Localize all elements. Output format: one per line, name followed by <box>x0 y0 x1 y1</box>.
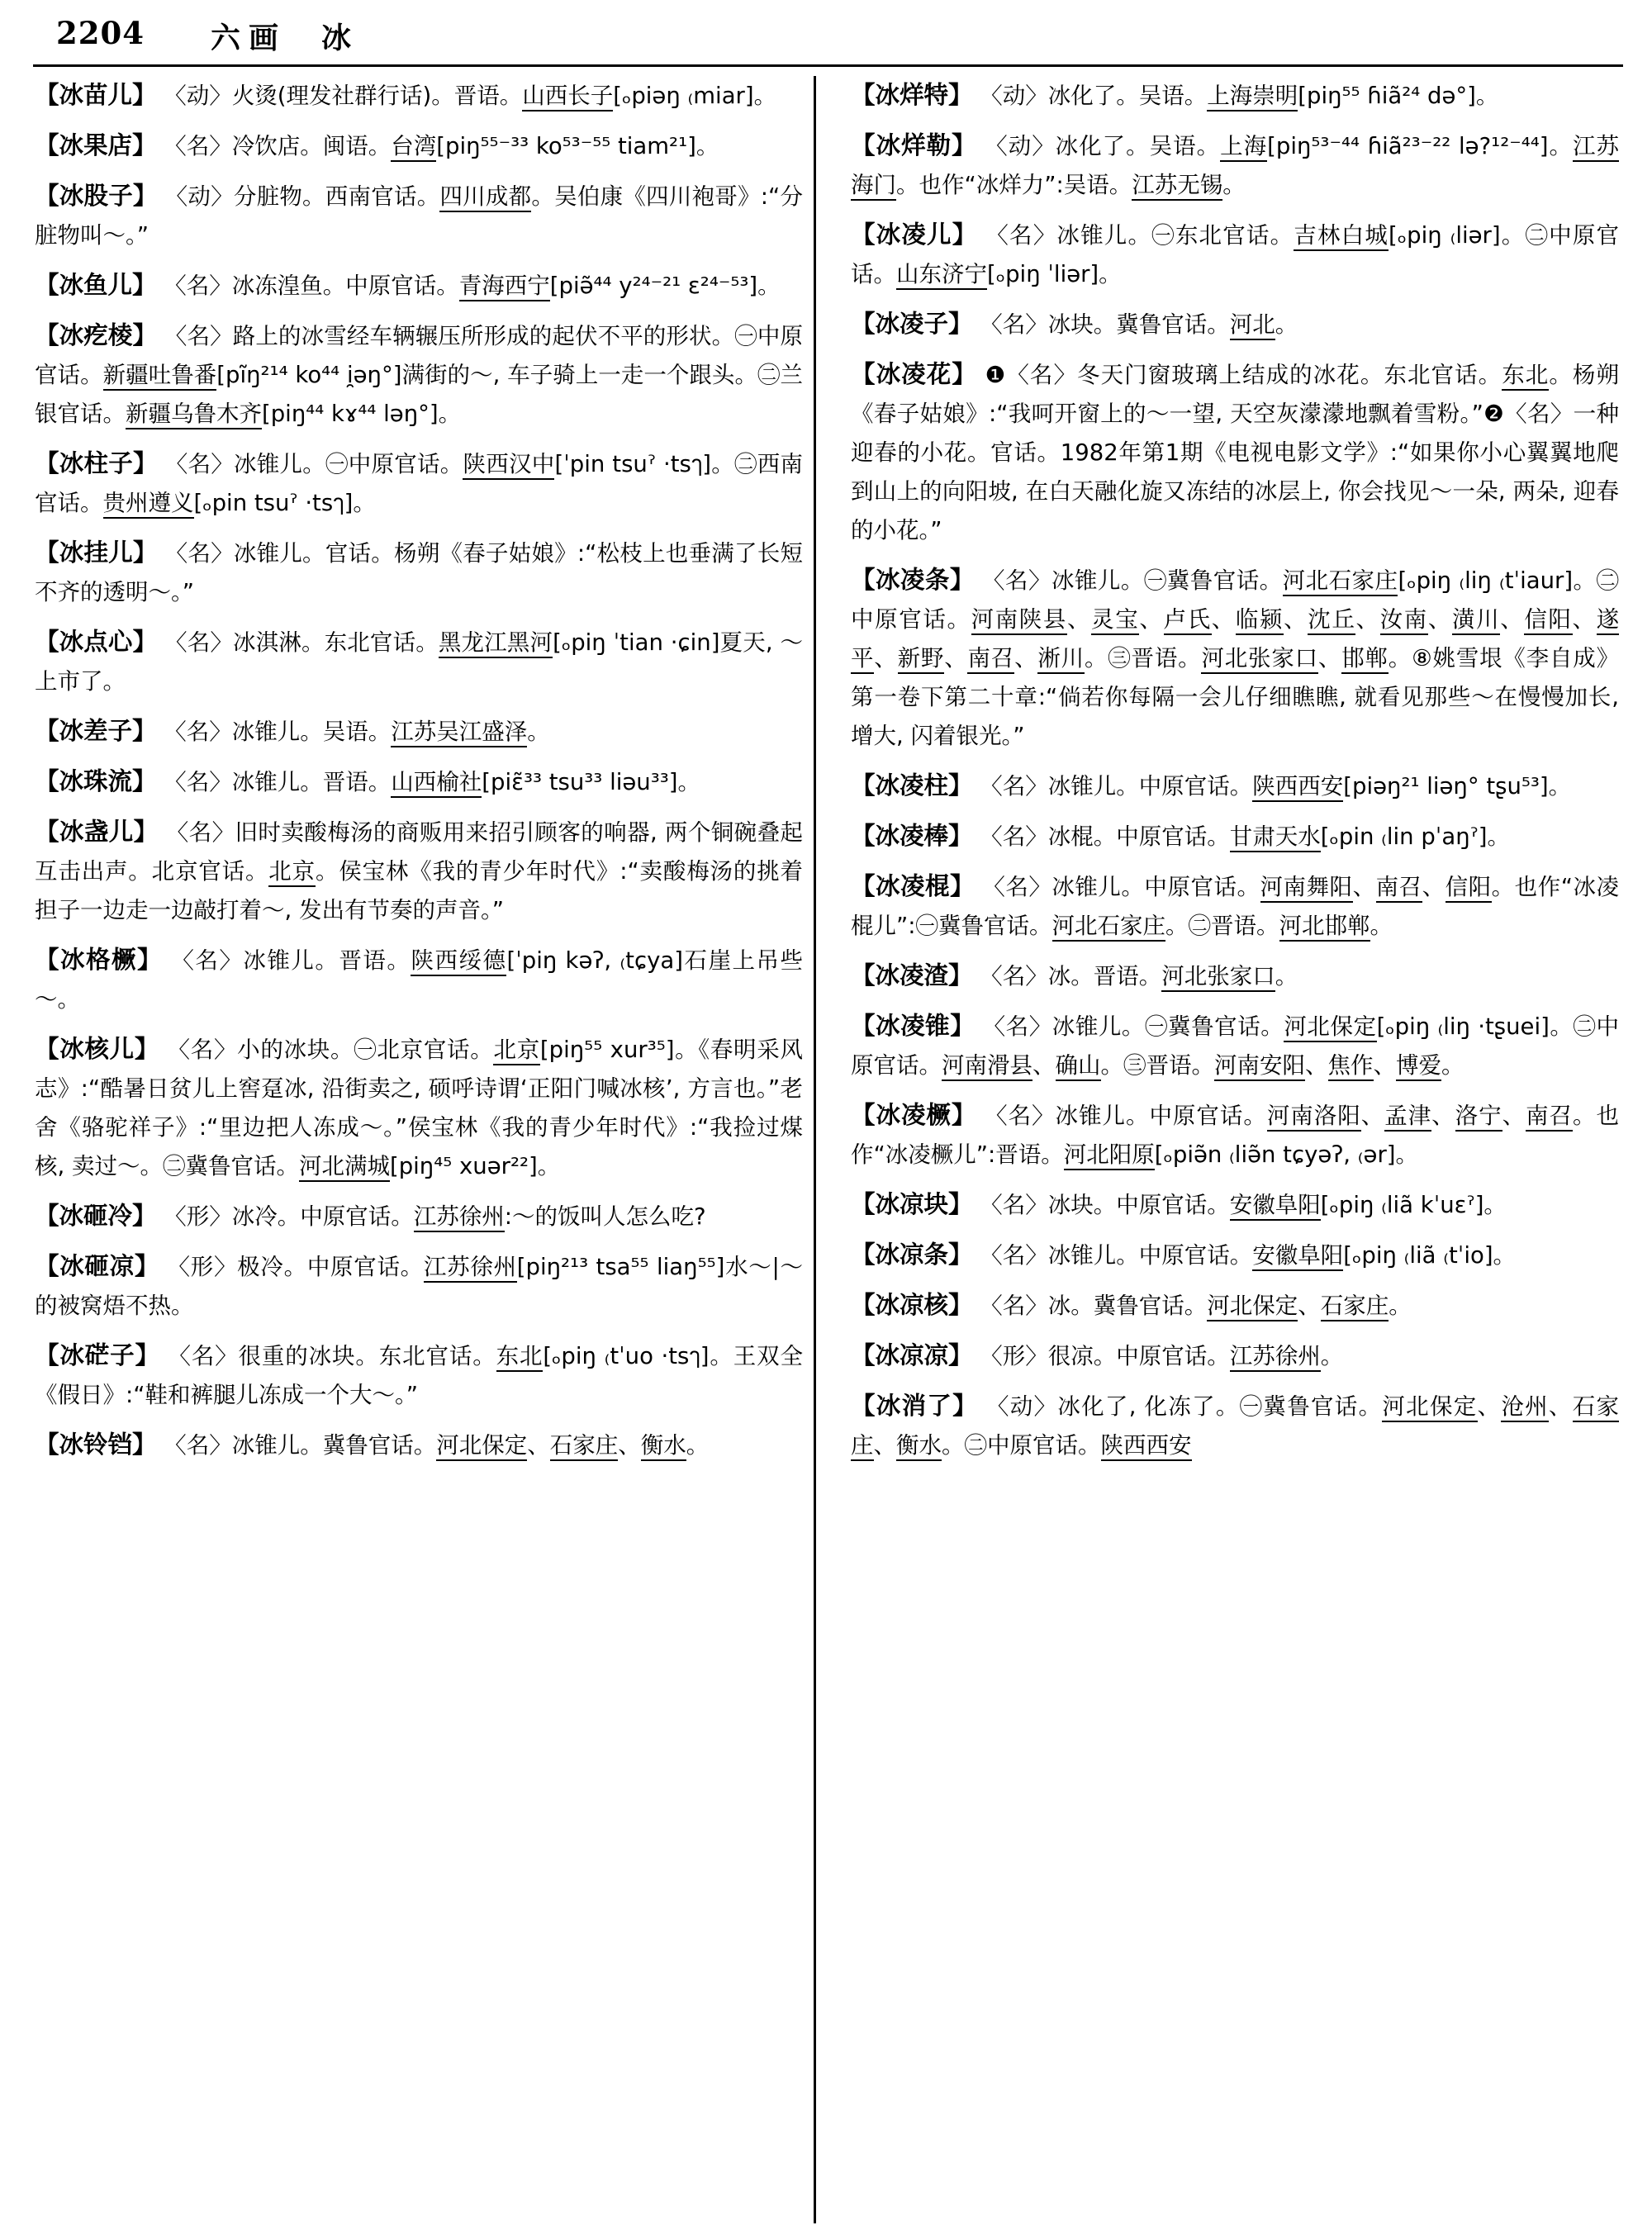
dictionary-entry <box>35 1197 803 1236</box>
entry-headword: 【冰凉核】 <box>851 1291 973 1319</box>
entry-definition: 〈动〉冰化了, 化冻了。㊀冀鲁官话。河北保定、沧州、石家庄、衡水。㊁中原官话。陕西西安 <box>851 1393 1619 1461</box>
entry-headword: 【冰凌橛】 <box>851 1101 977 1129</box>
entry-definition: 〈名〉冰锥儿。官话。杨朔《春子姑娘》:“松枝上也垂满了长短不齐的透明～。” <box>35 540 803 605</box>
entry-headword: 【冰挂儿】 <box>35 539 158 567</box>
dictionary-entry <box>35 534 803 612</box>
entry-definition: 〈名〉冰块。冀鲁官话。河北。 <box>973 311 1298 340</box>
dictionary-entry <box>851 1387 1619 1465</box>
entry-definition: 〈名〉冰锥儿。中原官话。河南洛阳、孟津、洛宁、南召。也作“冰凌橛儿”:晋语。河北阳原[ₒpiə̃n ₍liə̃n tɕyəʔ, ₍ər]。 <box>851 1103 1619 1170</box>
dictionary-entry <box>851 1096 1619 1174</box>
entry-definition: 〈名〉冰棍。中原官话。甘肃天水[ₒpin ₍lin pˈaŋˀ]。 <box>973 823 1511 852</box>
entry-headword: 【冰凉块】 <box>851 1190 973 1218</box>
entry-headword: 【冰凌棍】 <box>851 872 976 900</box>
dictionary-entry <box>851 956 1619 996</box>
entry-definition: 〈名〉冰锥儿。中原官话。安徽阜阳[ₒpiŋ ₍liã ₍tˈio]。 <box>973 1242 1517 1271</box>
entry-headword: 【冰硭子】 <box>35 1341 160 1369</box>
entry-definition: 〈名〉冰锥儿。冀鲁官话。河北保定、石家庄、衡水。 <box>157 1432 710 1461</box>
entry-definition: 〈名〉冰锥儿。㊀东北官话。吉林白城[ₒpiŋ ₍liər]。㊁中原官话。山东济宁[ₒpiŋ ˈliər]。 <box>851 222 1619 290</box>
entry-headword: 【冰凉条】 <box>851 1241 973 1269</box>
column-divider <box>814 76 816 2223</box>
entry-definition: 〈名〉冰锥儿。中原官话。河南舞阳、南召、信阳。也作“冰凌棍儿”:㊀冀鲁官话。河北石家庄。㊁晋语。河北邯郸。 <box>851 874 1619 942</box>
entry-headword: 【冰股子】 <box>35 182 158 210</box>
entry-definition: 〈名〉冰。晋语。河北张家口。 <box>973 963 1298 992</box>
entry-definition: 〈名〉很重的冰块。东北官话。东北[ₒpiŋ ₍tˈuo ·tsๅ]。王双全《假日》:“鞋和裤腿儿冻成一个大～。” <box>35 1343 803 1408</box>
dictionary-entry <box>851 766 1619 806</box>
dictionary-entry <box>35 1030 803 1186</box>
dictionary-entry <box>35 266 803 306</box>
entry-headword: 【冰凌柱】 <box>851 771 973 799</box>
page-columns <box>0 76 1652 2223</box>
entry-headword: 【冰凌渣】 <box>851 961 973 989</box>
entry-headword: 【冰果店】 <box>35 131 157 159</box>
dictionary-entry <box>35 177 803 255</box>
entry-definition: 〈名〉冰淇淋。东北官话。黑龙江黑河[ₒpiŋ ˈtian ·ɕin]夏天, ～上市了。 <box>35 629 803 695</box>
entry-headword: 【冰凌锥】 <box>851 1012 976 1040</box>
entry-headword: 【冰烊特】 <box>851 81 973 109</box>
entry-definition: 〈名〉冰锥儿。晋语。陕西绥德[ˈpiŋ kəʔ, ₍tɕya]石崖上吊些～。 <box>35 947 803 1013</box>
entry-headword: 【冰盏儿】 <box>35 818 159 846</box>
entry-headword: 【冰差子】 <box>35 717 157 745</box>
dictionary-entry <box>35 1426 803 1465</box>
entry-headword: 【冰疙棱】 <box>35 321 158 349</box>
entry-definition: 〈名〉冰锥儿。晋语。山西榆社[piɛ̃³³ tsu³³ liəu³³]。 <box>157 769 700 798</box>
entry-definition: 〈形〉极冷。中原官话。江苏徐州[piŋ²¹³ tsa⁵⁵ liaŋ⁵⁵]水～|～的被窝焐不热。 <box>35 1254 803 1319</box>
dictionary-entry <box>851 305 1619 344</box>
entry-definition: 〈名〉小的冰块。㊀北京官话。北京[piŋ⁵⁵ xur³⁵]。《春明采风志》:“酷暑日贫儿上窖趸冰, 沿街卖之, 硕呼诗谓‘正阳门喊冰核’, 方言也。”老舍《骆驼祥子》:“里边把人冻成～。”侯宝林《我的青少年时代》:“我捡过煤核, 卖过～。㊁冀鲁官话。河北满城[piŋ⁴⁵ xuər²²]。 <box>35 1037 803 1182</box>
page-header <box>0 15 1652 64</box>
entry-definition: 〈名〉冰冻湟鱼。中原官话。青海西宁[piə̃⁴⁴ y²⁴⁻²¹ ɛ²⁴⁻⁵³]。 <box>157 273 781 301</box>
dictionary-entry <box>35 1247 803 1326</box>
entry-definition: 〈动〉分脏物。西南官话。四川成都。吴伯康《四川袍哥》:“分脏物叫～。” <box>35 183 803 249</box>
dictionary-entry <box>851 355 1619 550</box>
entry-headword: 【冰消了】 <box>851 1392 978 1420</box>
entry-definition: 〈动〉火烫(理发社群行话)。晋语。山西长子[ₒpiəŋ ₍miar]。 <box>157 83 777 112</box>
page-number: 2204 <box>56 15 145 51</box>
entry-headword: 【冰凌儿】 <box>851 221 978 249</box>
dictionary-entry <box>851 817 1619 856</box>
radical-character: 冰 <box>321 21 352 55</box>
dictionary-entry <box>35 126 803 166</box>
entry-definition: 〈动〉冰化了。吴语。上海崇明[piŋ⁵⁵ ɦiã²⁴ də°]。 <box>973 83 1499 112</box>
dictionary-entry <box>851 1007 1619 1085</box>
dictionary-entry <box>35 316 803 434</box>
entry-definition: ❶〈名〉冬天门窗玻璃上结成的冰花。东北官话。东北。杨朔《春子姑娘》:“我呵开窗上的～一望, 天空灰濛濛地飘着雪粉。”❷〈名〉一种迎春的小花。官话。1982年第1期《电视电影文学》:“如果你小心翼翼地爬到山上的向阳坡, 在白天融化旋又冻结的冰层上, 你会找见～一朵, 两朵, 迎春的小花。” <box>851 362 1619 543</box>
entry-definition: 〈名〉冰锥儿。㊀中原官话。陕西汉中[ˈpin tsuˀ ·tsๅ]。㊁西南官话。贵州遵义[ₒpin tsuˀ ·tsๅ]。 <box>35 451 803 519</box>
entry-definition: 〈名〉冰。冀鲁官话。河北保定、石家庄。 <box>973 1293 1412 1321</box>
entry-headword: 【冰点心】 <box>35 628 158 656</box>
dictionary-entry <box>35 1336 803 1415</box>
entry-headword: 【冰凌棒】 <box>851 822 973 850</box>
entry-headword: 【冰鱼儿】 <box>35 271 157 299</box>
stroke-group-label: 六画 <box>210 21 287 55</box>
dictionary-entry <box>35 623 803 701</box>
dictionary-entry <box>851 867 1619 946</box>
dictionary-entry <box>851 76 1619 116</box>
entry-headword: 【冰苗儿】 <box>35 81 157 109</box>
entry-headword: 【冰砸冷】 <box>35 1202 157 1230</box>
dictionary-entry <box>851 1236 1619 1275</box>
entry-definition: 〈名〉旧时卖酸梅汤的商贩用来招引顾客的响器, 两个铜碗叠起互击出声。北京官话。北京。侯宝林《我的青少年时代》:“卖酸梅汤的挑着担子一边走一边敲打着～, 发出有节奏的声音。” <box>35 819 803 923</box>
dictionary-entry <box>35 76 803 116</box>
entry-definition: 〈名〉路上的冰雪经车辆辗压所形成的起伏不平的形状。㊀中原官话。新疆吐鲁番[pĩŋ²¹⁴ ko⁴⁴ i̯əŋ°]满街的～, 车子骑上一走一个跟头。㊁兰银官话。新疆乌鲁木齐[piŋ⁴⁴ kɤ⁴⁴ ləŋ°]。 <box>35 323 803 429</box>
entry-headword: 【冰凉凉】 <box>851 1341 973 1369</box>
dictionary-entry <box>35 813 803 930</box>
entry-definition: 〈形〉很凉。中原官话。江苏徐州。 <box>973 1343 1344 1372</box>
entry-headword: 【冰格橛】 <box>35 946 164 974</box>
dictionary-entry <box>35 941 803 1019</box>
entry-definition: 〈名〉冰锥儿。中原官话。陕西西安[piəŋ²¹ liəŋ° tʂu⁵³]。 <box>973 773 1572 802</box>
entry-definition: 〈名〉冷饮店。闽语。台湾[piŋ⁵⁵⁻³³ ko⁵³⁻⁵⁵ tiam²¹]。 <box>157 133 719 162</box>
entry-definition: 〈名〉冰锥儿。吴语。江苏吴江盛泽。 <box>157 719 550 747</box>
dictionary-entry <box>851 1185 1619 1225</box>
entry-headword: 【冰砸凉】 <box>35 1252 160 1280</box>
entry-definition: 〈名〉冰块。中原官话。安徽阜阳[ₒpiŋ ₍liã kˈuɛˀ]。 <box>973 1192 1507 1221</box>
dictionary-entry <box>35 712 803 752</box>
entry-headword: 【冰珠流】 <box>35 767 157 795</box>
dictionary-entry <box>35 762 803 802</box>
dictionary-entry <box>851 1336 1619 1376</box>
entry-headword: 【冰铃铛】 <box>35 1431 157 1459</box>
entry-headword: 【冰凌花】 <box>851 360 977 388</box>
entry-definition: 〈形〉冰冷。中原官话。江苏徐州:～的饭叫人怎么吃? <box>157 1203 706 1232</box>
header-rule <box>33 64 1623 67</box>
dictionary-entry <box>851 561 1619 756</box>
dictionary-entry <box>851 1286 1619 1326</box>
entry-headword: 【冰烊勒】 <box>851 131 977 159</box>
dictionary-entry <box>851 216 1619 294</box>
entry-headword: 【冰凌条】 <box>851 566 975 594</box>
column-right <box>851 76 1619 2223</box>
dictionary-entry <box>35 444 803 523</box>
entry-definition: 〈动〉冰化了。吴语。上海[piŋ⁵³⁻⁴⁴ ɦiã²³⁻²² lə?¹²⁻⁴⁴]。江苏海门。也作“冰烊力”:吴语。江苏无锡。 <box>851 133 1619 201</box>
column-left <box>35 76 803 2223</box>
entry-headword: 【冰核儿】 <box>35 1035 160 1063</box>
entry-definition: 〈名〉冰锥儿。㊀冀鲁官话。河北石家庄[ₒpiŋ ₍liŋ ₍tˈiaur]。㊁中原官话。河南陕县、灵宝、卢氏、临颍、沈丘、汝南、潢川、信阳、遂平、新野、南召、淅川。㊂晋语。河北张家口、邯郸。⑧姚雪垠《李自成》第一卷下第二十章:“倘若你每隔一会儿仔细瞧瞧, 就看见那些～在慢慢加长, 增大, 闪着银光。” <box>851 567 1619 749</box>
entry-definition: 〈名〉冰锥儿。㊀冀鲁官话。河北保定[ₒpiŋ ₍liŋ ·tʂuei]。㊁中原官话。河南滑县、确山。㊂晋语。河南安阳、焦作、博爱。 <box>851 1013 1619 1081</box>
entry-headword: 【冰凌子】 <box>851 310 973 338</box>
entry-headword: 【冰柱子】 <box>35 449 158 477</box>
dictionary-entry <box>851 126 1619 205</box>
